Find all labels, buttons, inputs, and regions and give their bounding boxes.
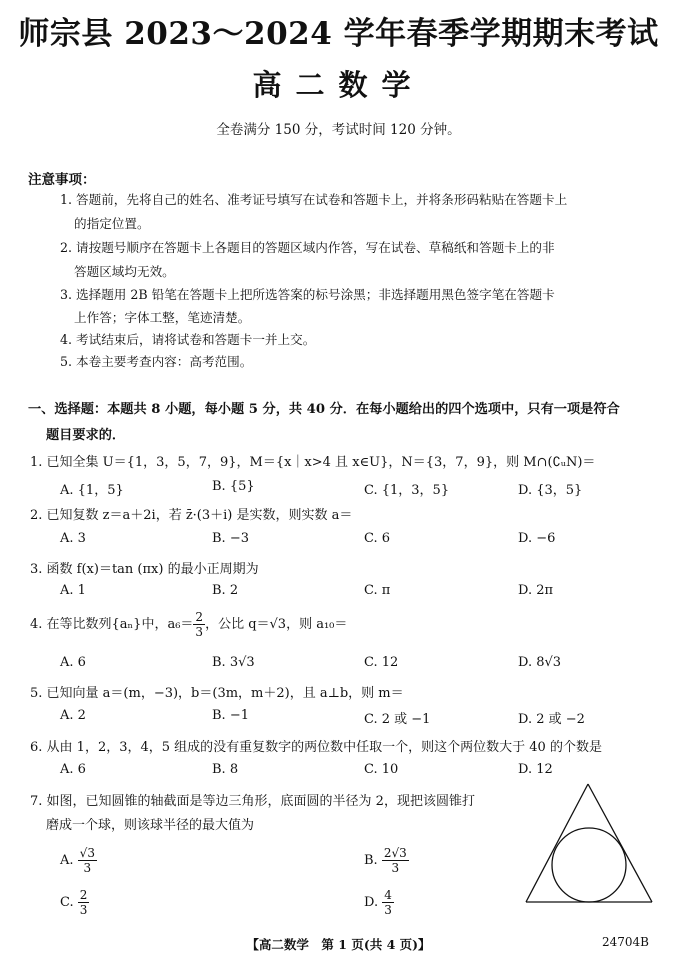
q7-c-fraction <box>78 888 90 917</box>
q2-option-a: A. 3 <box>60 531 86 546</box>
question-2-stem: 2. 已知复数 z＝a＋2i，若 z̄·(3＋i) 是实数，则实数 a＝ <box>30 508 353 523</box>
question-1-stem: 1. 已知全集 U＝{1，3，5，7，9}，M＝{x｜x>4 且 x∈U}，N＝{3，7，9}，则 M∩(∁ᵤN)＝ <box>30 455 596 470</box>
question-7-stem-line2: 磨成一个球，则该球半径的最大值为 <box>46 818 255 833</box>
question-4-stem <box>30 610 347 639</box>
exam-title: 师宗县 2023～2024 学年春季学期期末考试 <box>18 16 659 52</box>
subject-title: 高二数学 <box>252 68 425 102</box>
q4-frac-num: 2 <box>195 610 204 624</box>
note-2-line1: 2. 请按题号顺序在答题卡上各题目的答题区域内作答，写在试卷、草稿纸和答题卡上的非 <box>60 240 555 255</box>
inscribed-circle <box>552 828 626 902</box>
note-3-line1: 3. 选择题用 2B 铅笔在答题卡上把所选答案的标号涂黑；非选择题用黑色签字笔在答题卡 <box>60 287 555 302</box>
q7-a-den: 3 <box>83 861 92 875</box>
q3-option-a: A. 1 <box>60 583 86 598</box>
q7-option-d <box>364 888 394 917</box>
q7-c-label: C. <box>60 895 74 910</box>
q7-d-num: 4 <box>384 888 392 902</box>
note-5: 5. 本卷主要考查内容：高考范围。 <box>60 354 253 369</box>
q7-option-c <box>60 888 89 917</box>
note-1-line2: 的指定位置。 <box>74 216 150 231</box>
q2-option-c: C. 6 <box>364 531 391 546</box>
q5-option-c: C. 2 或 −1 <box>364 712 431 727</box>
q1-option-c: C. {1，3，5} <box>364 483 450 498</box>
q7-c-den: 3 <box>79 903 88 917</box>
q7-b-den: 3 <box>391 861 400 875</box>
q4-stem-fraction <box>193 610 205 639</box>
q6-option-d: D. 12 <box>518 762 553 777</box>
q6-option-b: B. 8 <box>212 762 239 777</box>
q7-a-label: A. <box>60 853 74 868</box>
q4-option-a: A. 6 <box>60 655 86 670</box>
q1-option-a: A. {1，5} <box>60 483 124 498</box>
q4-option-d: D. 8√3 <box>518 655 562 670</box>
q7-b-fraction <box>382 846 409 875</box>
q5-option-b: B. −1 <box>212 708 249 723</box>
q4-stem-post: ，公比 q＝√3，则 a₁₀＝ <box>205 617 348 632</box>
q7-a-num: √3 <box>79 846 95 860</box>
q7-option-b <box>364 846 409 875</box>
q3-option-c: C. π <box>364 583 391 598</box>
exam-code: 24704B <box>602 935 649 949</box>
question-6-stem: 6. 从由 1，2，3，4，5 组成的没有重复数字的两位数中任取一个，则这个两位数大于 40 的个数是 <box>30 740 602 755</box>
q5-option-d: D. 2 或 −2 <box>518 712 585 727</box>
q4-option-c: C. 12 <box>364 655 399 670</box>
note-4: 4. 考试结束后，请将试卷和答题卡一并上交。 <box>60 332 316 347</box>
section-heading-line1: 一、选择题：本题共 8 小题，每小题 5 分，共 40 分．在每小题给出的四个选项中，只有一项是符合 <box>28 402 620 417</box>
q7-a-fraction <box>78 846 97 875</box>
q7-c-num: 2 <box>79 888 88 902</box>
note-2-line2: 答题区域均无效。 <box>74 264 175 279</box>
question-3-stem: 3. 函数 f(x)＝tan (πx) 的最小正周期为 <box>30 562 259 577</box>
q1-option-b: B. {5} <box>212 479 255 494</box>
question-5-stem: 5. 已知向量 a＝(m，−3)，b＝(3m，m＋2)，且 a⊥b，则 m＝ <box>30 686 404 701</box>
q6-option-a: A. 6 <box>60 762 86 777</box>
q6-option-c: C. 10 <box>364 762 399 777</box>
q7-d-fraction <box>382 888 394 917</box>
q4-option-b: B. 3√3 <box>212 655 255 670</box>
page-footer: 【高二数学 第 1 页(共 4 页)】 <box>246 937 431 952</box>
section-heading-line2: 题目要求的． <box>46 428 126 443</box>
q7-d-label: D. <box>364 895 379 910</box>
q7-b-num: 2√3 <box>383 846 407 860</box>
q5-option-a: A. 2 <box>60 708 86 723</box>
q3-option-d: D. 2π <box>518 583 554 598</box>
q1-option-d: D. {3，5} <box>518 483 583 498</box>
q3-option-b: B. 2 <box>212 583 239 598</box>
q7-b-label: B. <box>364 853 378 868</box>
q2-option-d: D. −6 <box>518 531 556 546</box>
q7-d-den: 3 <box>384 903 392 917</box>
q4-frac-den: 3 <box>195 625 204 639</box>
note-1-line1: 1. 答题前，先将自己的姓名、准考证号填写在试卷和答题卡上，并将条形码粘贴在答题卡上 <box>60 192 568 207</box>
question-7-stem-line1: 7. 如图，已知圆锥的轴截面是等边三角形，底面圆的半径为 2，现把该圆锥打 <box>30 794 475 809</box>
note-3-line2: 上作答；字体工整，笔迹清楚。 <box>74 310 251 325</box>
q4-stem-pre: 4. 在等比数列{aₙ}中，a₆＝ <box>30 617 194 632</box>
notes-heading: 注意事项： <box>28 172 96 188</box>
q7-option-a <box>60 846 97 875</box>
cone-section-figure <box>520 778 660 908</box>
q2-option-b: B. −3 <box>212 531 249 546</box>
exam-info: 全卷满分 150 分，考试时间 120 分钟。 <box>216 122 461 138</box>
